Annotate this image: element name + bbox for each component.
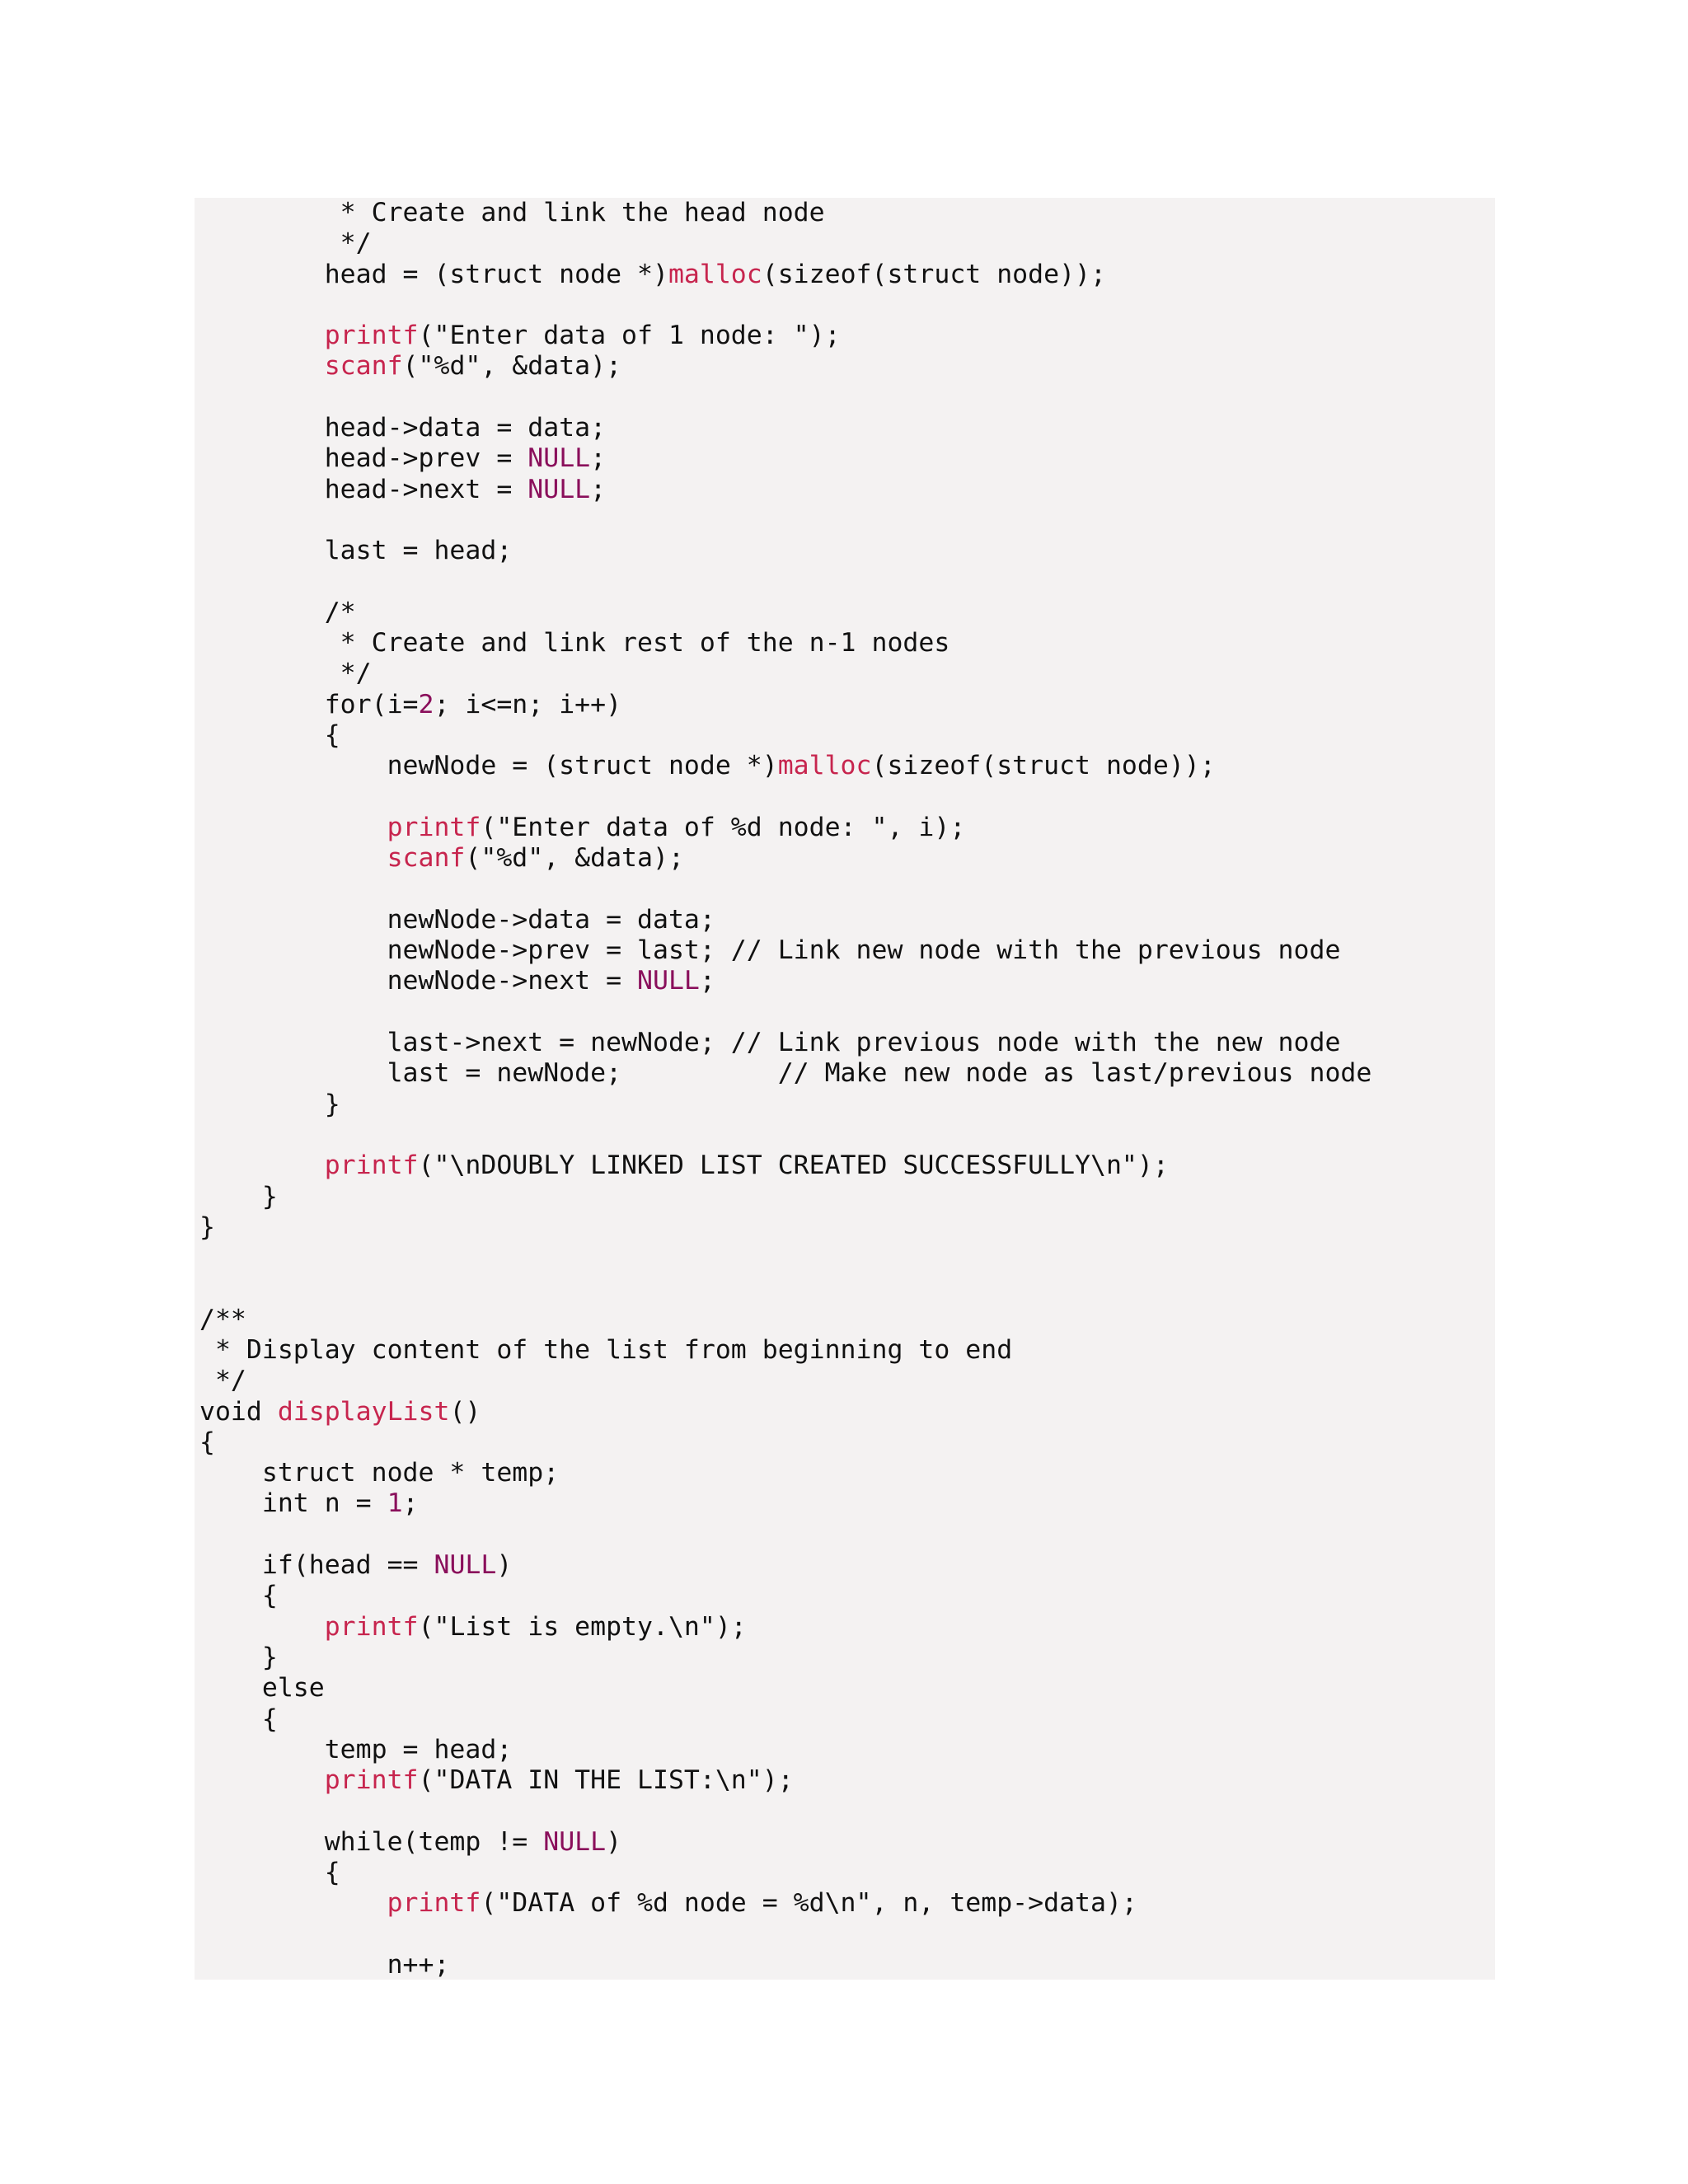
code-function-token: printf [324, 1611, 419, 1642]
code-text-token: /* [199, 597, 356, 627]
code-line [199, 1581, 1372, 1611]
code-line [199, 413, 1372, 443]
code-line [199, 1243, 1372, 1273]
code-line [199, 1058, 1372, 1089]
code-text-token: for(i= [199, 689, 419, 719]
code-line [199, 1704, 1372, 1735]
code-text-token: temp = head; [199, 1734, 513, 1765]
code-line [199, 1182, 1372, 1212]
code-text-token: * Create and link rest of the n-1 nodes [199, 628, 950, 658]
code-text-token: ("List is empty.\n"); [418, 1611, 747, 1642]
code-function-token: malloc [777, 751, 872, 781]
code-text-token: /** [199, 1304, 246, 1334]
code-line [199, 1735, 1372, 1765]
code-line [199, 198, 1372, 228]
code-text-token: ) [496, 1550, 513, 1581]
code-function-token: malloc [668, 259, 762, 289]
code-text-token: n++; [199, 1949, 450, 1980]
code-text-token: ("Enter data of %d node: ", i); [481, 812, 966, 842]
code-constant-token: NULL [528, 443, 591, 474]
code-line [199, 1950, 1372, 1980]
code-line [199, 1427, 1372, 1458]
code-line [199, 843, 1372, 874]
code-line [199, 1305, 1372, 1335]
code-line [199, 1212, 1372, 1243]
code-text-token: head->data = data; [199, 413, 607, 443]
code-text-token: newNode->next = [199, 966, 638, 996]
code-line [199, 1273, 1372, 1304]
code-block [195, 198, 1495, 1980]
code-text-token: (sizeof(struct node)); [762, 259, 1106, 289]
code-line [199, 1335, 1372, 1366]
code-line [199, 1366, 1372, 1396]
code-text-token [199, 843, 387, 873]
code-text-token: ("%d", &data); [465, 843, 684, 874]
code-text-token: newNode->data = data; [199, 904, 715, 935]
code-text-token: } [199, 1181, 278, 1212]
code-line [199, 751, 1372, 781]
code-line [199, 1612, 1372, 1643]
code-line [199, 290, 1372, 321]
code-text-token [199, 321, 325, 350]
code-line [199, 1520, 1372, 1550]
code-text-token: head->next = [199, 474, 528, 504]
code-function-token: printf [387, 1888, 481, 1919]
code-constant-token: NULL [543, 1826, 607, 1857]
code-function-token: scanf [387, 843, 466, 874]
code-text-token: ) [606, 1826, 622, 1857]
code-line [199, 1028, 1372, 1058]
code-line [199, 1397, 1372, 1427]
code-text-token: ("DATA of %d node = %d\n", n, temp->data); [481, 1888, 1137, 1919]
code-line [199, 935, 1372, 966]
code-text-token: { [199, 720, 340, 751]
code-text-token: * Display content of the list from beginning to end [199, 1334, 1013, 1365]
code-text-token: last = newNode; // Make new node as last/previous node [199, 1058, 1372, 1089]
code-constant-token: 1 [387, 1488, 403, 1519]
code-text-token: struct node * temp; [199, 1458, 560, 1488]
code-text-token: void [199, 1396, 278, 1427]
code-line [199, 1151, 1372, 1181]
code-text-token: */ [199, 228, 372, 259]
code-line [199, 690, 1372, 720]
code-text-token: newNode = (struct node *) [199, 751, 778, 781]
code-line [199, 321, 1372, 351]
code-text-token: head->prev = [199, 443, 528, 474]
code-line [199, 475, 1372, 505]
code-text-token: ; i<=n; i++) [434, 689, 622, 719]
code-text-token: { [199, 1427, 215, 1457]
code-function-token: printf [387, 812, 481, 842]
code-text-token: else [199, 1673, 325, 1704]
code-text-token: (sizeof(struct node)); [871, 751, 1216, 781]
code-line [199, 1488, 1372, 1519]
code-line [199, 813, 1372, 843]
code-line [199, 720, 1372, 751]
code-text-token: ("\nDOUBLY LINKED LIST CREATED SUCCESSFULLY\n"); [418, 1151, 1169, 1181]
code-constant-token: NULL [637, 966, 700, 996]
code-line [199, 966, 1372, 996]
code-text-token: } [199, 1089, 340, 1119]
code-function-token: displayList [277, 1396, 450, 1427]
code-text-token: while(temp != [199, 1826, 544, 1857]
code-function-token: printf [324, 321, 419, 351]
code-line [199, 1643, 1372, 1673]
code-text-token: { [199, 1704, 278, 1734]
code-text-token [199, 1888, 387, 1918]
code-line [199, 1120, 1372, 1151]
code-line [199, 1796, 1372, 1826]
code-text-token: int n = [199, 1488, 387, 1519]
code-line [199, 443, 1372, 474]
code-text-token: last->next = newNode; // Link previous node with the new node [199, 1028, 1341, 1058]
code-text-token: newNode->prev = last; // Link new node with the previous node [199, 935, 1341, 966]
code-line [199, 1858, 1372, 1888]
code-line [199, 1090, 1372, 1120]
code-text-token [199, 813, 387, 842]
code-text-token: last = head; [199, 536, 513, 566]
code-text-token [199, 1765, 325, 1795]
code-line [199, 1827, 1372, 1858]
code-text-token: } [199, 1212, 215, 1242]
code-line [199, 1919, 1372, 1950]
code-text-token: */ [199, 658, 372, 689]
code-line [199, 598, 1372, 628]
code-text-token [199, 1151, 325, 1180]
code-text-token: () [449, 1396, 481, 1427]
code-function-token: printf [324, 1151, 419, 1181]
code-text-token: if(head == [199, 1550, 434, 1581]
code-line [199, 1888, 1372, 1919]
code-function-token: scanf [324, 351, 403, 382]
code-line [199, 260, 1372, 290]
code-text-token: head = (struct node *) [199, 259, 668, 289]
code-text-token: */ [199, 1366, 246, 1396]
code-text-token [199, 1612, 325, 1642]
code-text-token: ; [402, 1488, 419, 1519]
code-text-token: ; [590, 474, 607, 504]
code-text-token: ("%d", &data); [402, 351, 622, 382]
code-text-token: } [199, 1642, 278, 1672]
code-text-token: { [199, 1858, 340, 1888]
code-listing [199, 198, 1372, 1980]
code-line [199, 382, 1372, 413]
code-text-token: ("Enter data of 1 node: "); [418, 321, 841, 351]
code-text-token: * Create and link the head node [199, 198, 825, 227]
code-line [199, 874, 1372, 905]
code-text-token: ; [699, 966, 715, 996]
code-line [199, 628, 1372, 658]
code-line [199, 905, 1372, 935]
code-constant-token: NULL [528, 474, 591, 504]
code-line [199, 658, 1372, 689]
code-line [199, 997, 1372, 1028]
code-text-token [199, 351, 325, 381]
code-line [199, 228, 1372, 259]
code-line [199, 505, 1372, 536]
code-line [199, 1458, 1372, 1488]
code-line [199, 1765, 1372, 1796]
code-text-token: { [199, 1581, 278, 1611]
code-line [199, 567, 1372, 598]
code-line [199, 351, 1372, 382]
code-constant-token: 2 [418, 689, 434, 719]
code-line [199, 536, 1372, 566]
code-constant-token: NULL [434, 1550, 497, 1581]
code-function-token: printf [324, 1765, 419, 1796]
code-line [199, 1550, 1372, 1581]
code-text-token: ; [590, 443, 607, 474]
code-text-token: ("DATA IN THE LIST:\n"); [418, 1765, 794, 1796]
code-line [199, 1673, 1372, 1704]
code-line [199, 782, 1372, 813]
